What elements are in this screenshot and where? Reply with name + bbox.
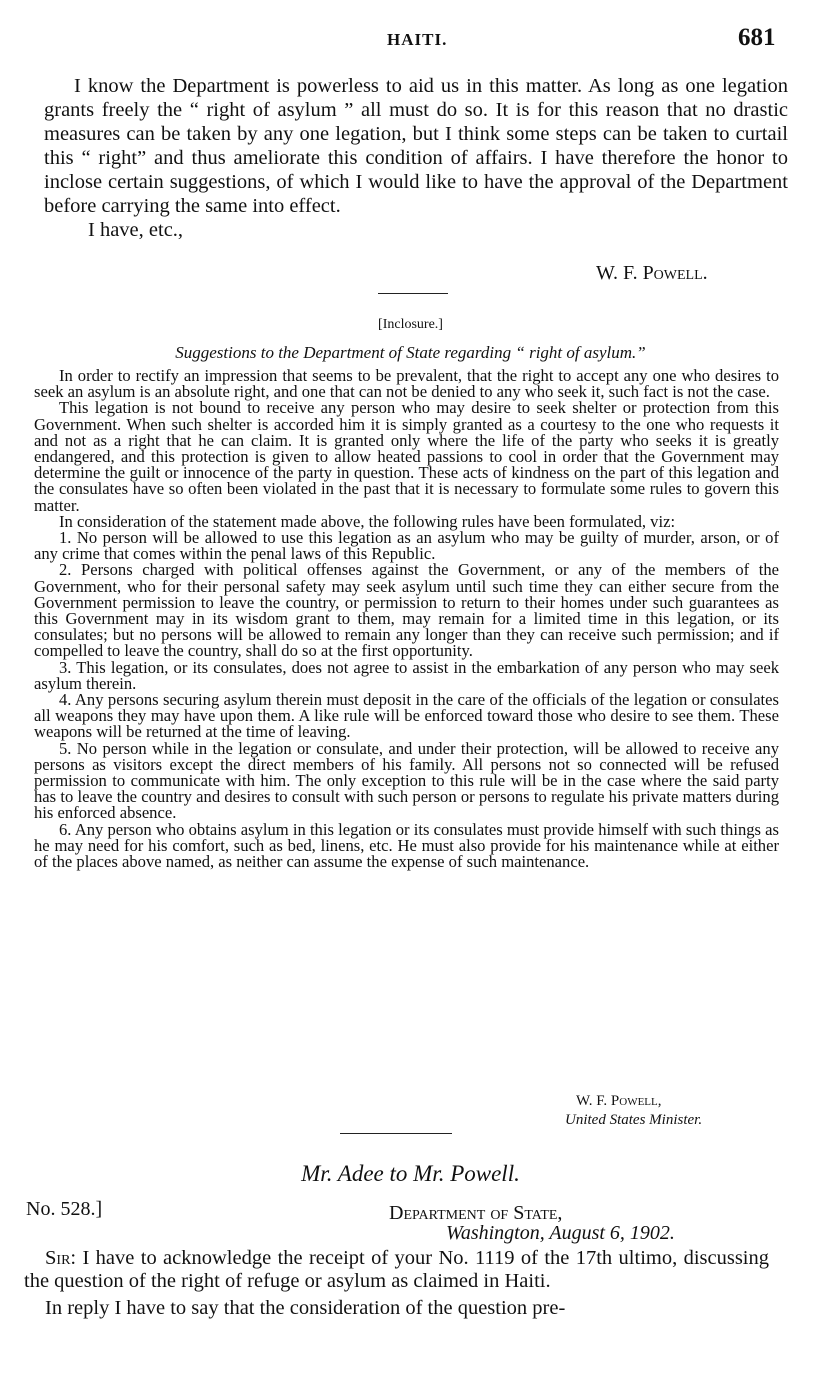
inclosure-signature-title: United States Minister. (565, 1112, 703, 1128)
inclosure-paragraph: In order to rectify an impression that seems to be prevalent, that the right to accept any one who desires to seek an asylum is an absolute right, and one that can not be denied to any who seek it, such fact is not the case. (34, 366, 779, 402)
inclosure-label: [Inclosure.] (378, 317, 443, 332)
section-divider (340, 1133, 452, 1134)
rule-item: 5. No person while in the legation or consulate, and under their protection, will be allowed to receive any persons as visitors except the direct members of his family. All persons not so connected will be refused permission to communicate with him. The only exception to this rule will be in the case where the said party has to leave the country and desires to consult with such person or persons to regulate his private matters during his enforced absence. (34, 738, 779, 823)
document-number: No. 528.] (26, 1198, 103, 1220)
rule-item: 4. Any persons securing asylum therein must deposit in the care of the officials of the legation or consulates all weapons they may have upon them. A like rule will be enforced toward those who desire to see them. These weapons will be returned at the time of leaving. (34, 690, 779, 742)
letter-closing: I have, etc., (88, 219, 184, 241)
rule-item: 1. No person will be allowed to use this legation as an asylum who may be guilty of murder, arson, or of any crime that comes within the penal laws of this Republic. (34, 528, 779, 564)
page-number: 681 (738, 24, 776, 51)
inclosure-paragraph: In consideration of the statement made above, the following rules have been formulated, viz: (59, 511, 676, 531)
reply-title: Mr. Adee to Mr. Powell. (301, 1161, 520, 1186)
inclosure-body (34, 368, 779, 870)
rule-item: 2. Persons charged with political offenses against the Government, or any of the members of the Government, who for their personal safety may seek asylum until such time they can either secure from the Government permission to leave the country, or permission to return to their homes under such guarantees as this Government may in its wisdom grant to them, may remain for a limited time in this legation, or its consulates; but no persons will be allowed to remain any longer than they can receive such permission; and if compelled to leave the country, shall do so at the first opportunity. (34, 560, 779, 661)
reply-place-date: Washington, August 6, 1902. (446, 1222, 675, 1244)
reply-paragraph-text: I have to acknowledge the receipt of your No. 1119 of the 17th ultimo, discussing the question of the right of refuge or asylum as claimed in Haiti. (24, 1247, 770, 1292)
letter-body: I know the Department is powerless to aid us in this matter. As long as one legation grants freely the “ right of asylum ” all must do so. It is for this reason that no drastic measures can be taken by any one legation, but I think some steps can be taken to curtail this “ right” and thus ameliorate this condition of affairs. I have therefore the honor to inclose certain suggestions, of which I would like to have the approval of the Department before carrying the same into effect. (44, 75, 788, 217)
section-divider (378, 293, 448, 294)
salutation: Sir: (45, 1247, 77, 1269)
reply-body (24, 1247, 769, 1320)
inclosure-signature-name: W. F. Powell, (576, 1093, 662, 1109)
reply-paragraph (24, 1247, 769, 1293)
inclosure-paragraph: This legation is not bound to receive any person who may desire to seek shelter or protection from this Government. When such shelter is accorded him it is simply granted as a courtesy to the one who requests it and not as a right that he can claim. It is granted only where the life of the party who seeks it is greatly endangered, and this protection is given to allow heated passions to cool in order that the Government may determine the guilt or innocence of the party in question. These acts of kindness on the part of this legation and the consulates have so often been violated in the past that it is necessary to formulate some rules to govern this matter. (34, 398, 779, 515)
inclosure-title: Suggestions to the Department of State regarding “ right of asylum.” (175, 343, 646, 362)
letter-body-block (44, 74, 788, 242)
rule-item: 3. This legation, or its consulates, does not agree to assist in the embarkation of any person who may seek asylum therein. (34, 657, 779, 693)
running-title: HAITI. (387, 30, 448, 49)
letter-signature: W. F. Powell. (596, 262, 708, 284)
rule-item: 6. Any person who obtains asylum in this legation or its consulates must provide himself with such things as he may need for his comfort, such as bed, linens, etc. He must also provide for his maintenance while at either of the places above named, as neither can assume the expense of such maintenance. (34, 819, 779, 872)
reply-department: Department of State, (389, 1202, 563, 1224)
reply-paragraph: In reply I have to say that the consideration of the question pre- (45, 1297, 566, 1319)
